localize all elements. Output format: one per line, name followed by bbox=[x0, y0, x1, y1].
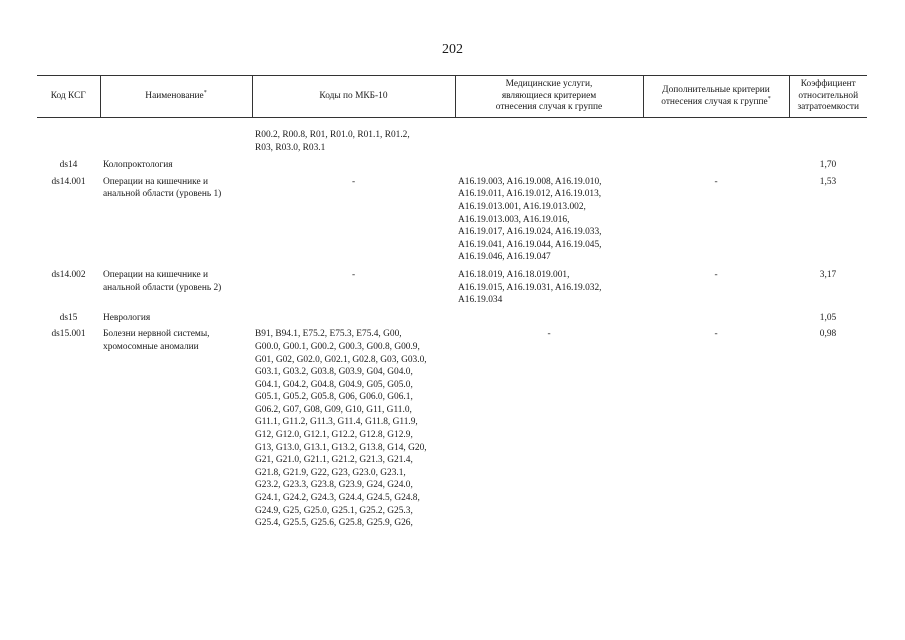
page-number: 202 bbox=[442, 42, 463, 57]
table-row bbox=[37, 312, 867, 329]
cell-services: - bbox=[547, 329, 551, 340]
header-extra-footnote-mark: * bbox=[767, 95, 771, 102]
header-code: Код КСГ bbox=[37, 76, 100, 118]
cell-services bbox=[455, 312, 643, 329]
table-row bbox=[37, 328, 867, 535]
cell-extra bbox=[643, 118, 789, 160]
cell-coef: 0,98 bbox=[819, 329, 837, 340]
cell-services bbox=[455, 159, 643, 176]
cell-code: ds14 bbox=[59, 160, 78, 171]
table-row bbox=[37, 159, 867, 176]
cell-name: Операции на кишечнике и анальной области (уровень 2) bbox=[103, 269, 222, 293]
cell-mkb: B91, B94.1, E75.2, E75.3, E75.4, G00, G00.0, G00.1, G00.2, G00.3, G00.8, G00.9, G01, G02, G02.0, G02.1, G02.8, G03, G03.0, G03.1, G03.2, G03.8, G03.9, G04, G04.0, G04.1, G04.2, G04.8, G04.9, G05, G05.0, G05.1, G05.2, G05.8, G06, G06.0, G06.1, G06.2, G07, G08, G09, G10, G11, G11.0, G11.1, G11.2, G11.3, G11.4, G11.8, G11.9, G12, G12.0, G12.1, G12.2, G12.8, G12.9, G13, G13.0, G13.1, G13.2, G13.8, G14, G20, G21, G21.0, G21.1, G21.2, G21.3, G21.4, G21.8, G21.9, G22, G23, G23.0, G23.1, G23.2, G23.3, G23.8, G23.9, G24, G24.0, G24.1, G24.2, G24.3, G24.4, G24.5, G24.8, G24.9, G25, G25.0, G25.1, G25.2, G25.3, G25.4, G25.5, G25.6, G25.8, G25.9, G26, bbox=[255, 329, 427, 529]
cell-code: ds15 bbox=[59, 312, 78, 323]
header-name-footnote-mark: * bbox=[203, 89, 207, 96]
table-row bbox=[37, 269, 867, 312]
cell-mkb: - bbox=[351, 176, 356, 187]
cell-coef: 1,70 bbox=[819, 160, 837, 171]
table-header-row bbox=[37, 76, 867, 118]
header-services: Медицинские услуги, являющиеся критерием отнесения случая к группе bbox=[455, 76, 643, 118]
header-mkb: Коды по МКБ-10 bbox=[252, 76, 455, 118]
table-row bbox=[37, 176, 867, 269]
cell-name bbox=[100, 118, 252, 160]
cell-extra bbox=[643, 312, 789, 329]
table-row bbox=[37, 118, 867, 160]
cell-services bbox=[455, 118, 643, 160]
cell-coef: 3,17 bbox=[819, 269, 837, 280]
cell-code: ds14.001 bbox=[51, 176, 86, 187]
cell-code: ds15.001 bbox=[51, 329, 86, 340]
cell-mkb: R00.2, R00.8, R01, R01.0, R01.1, R01.2, R03, R03.0, R03.1 bbox=[255, 130, 410, 153]
cell-mkb: - bbox=[351, 269, 356, 280]
cell-mkb bbox=[252, 312, 455, 329]
cell-mkb bbox=[252, 159, 455, 176]
header-coefficient: Коэффициент относительной затратоемкости bbox=[789, 76, 867, 118]
cell-coef bbox=[789, 118, 867, 160]
cell-coef: 1,53 bbox=[819, 176, 837, 187]
cell-extra bbox=[643, 159, 789, 176]
cell-code: ds14.002 bbox=[51, 269, 86, 280]
header-extra-criteria: Дополнительные критерии отнесения случая к группе* bbox=[643, 76, 789, 118]
header-name: Наименование* bbox=[100, 76, 252, 118]
cell-name: Неврология bbox=[103, 312, 151, 323]
cell-services: A16.18.019, A16.18.019.001, A16.19.015, A16.19.031, A16.19.032, A16.19.034 bbox=[458, 269, 602, 306]
cell-code bbox=[37, 118, 100, 160]
cell-extra: - bbox=[714, 176, 718, 187]
cell-name: Операции на кишечнике и анальной области (уровень 1) bbox=[103, 176, 222, 200]
ksg-table bbox=[37, 75, 867, 535]
cell-services: A16.19.003, A16.19.008, A16.19.010, A16.19.011, A16.19.012, A16.19.013, A16.19.013.001, A16.19.013.002, A16.19.013.003, A16.19.016, A16.19.017, A16.19.024, A16.19.033, A16.19.041, A16.19.044, A16.19.045, A16.19.046, A16.19.047 bbox=[458, 176, 602, 263]
cell-name: Колопроктология bbox=[103, 160, 173, 171]
cell-extra: - bbox=[714, 329, 718, 340]
cell-extra: - bbox=[714, 269, 718, 280]
cell-coef: 1,05 bbox=[819, 312, 837, 323]
cell-name: Болезни нервной системы, хромосомные аномалии bbox=[103, 329, 210, 352]
